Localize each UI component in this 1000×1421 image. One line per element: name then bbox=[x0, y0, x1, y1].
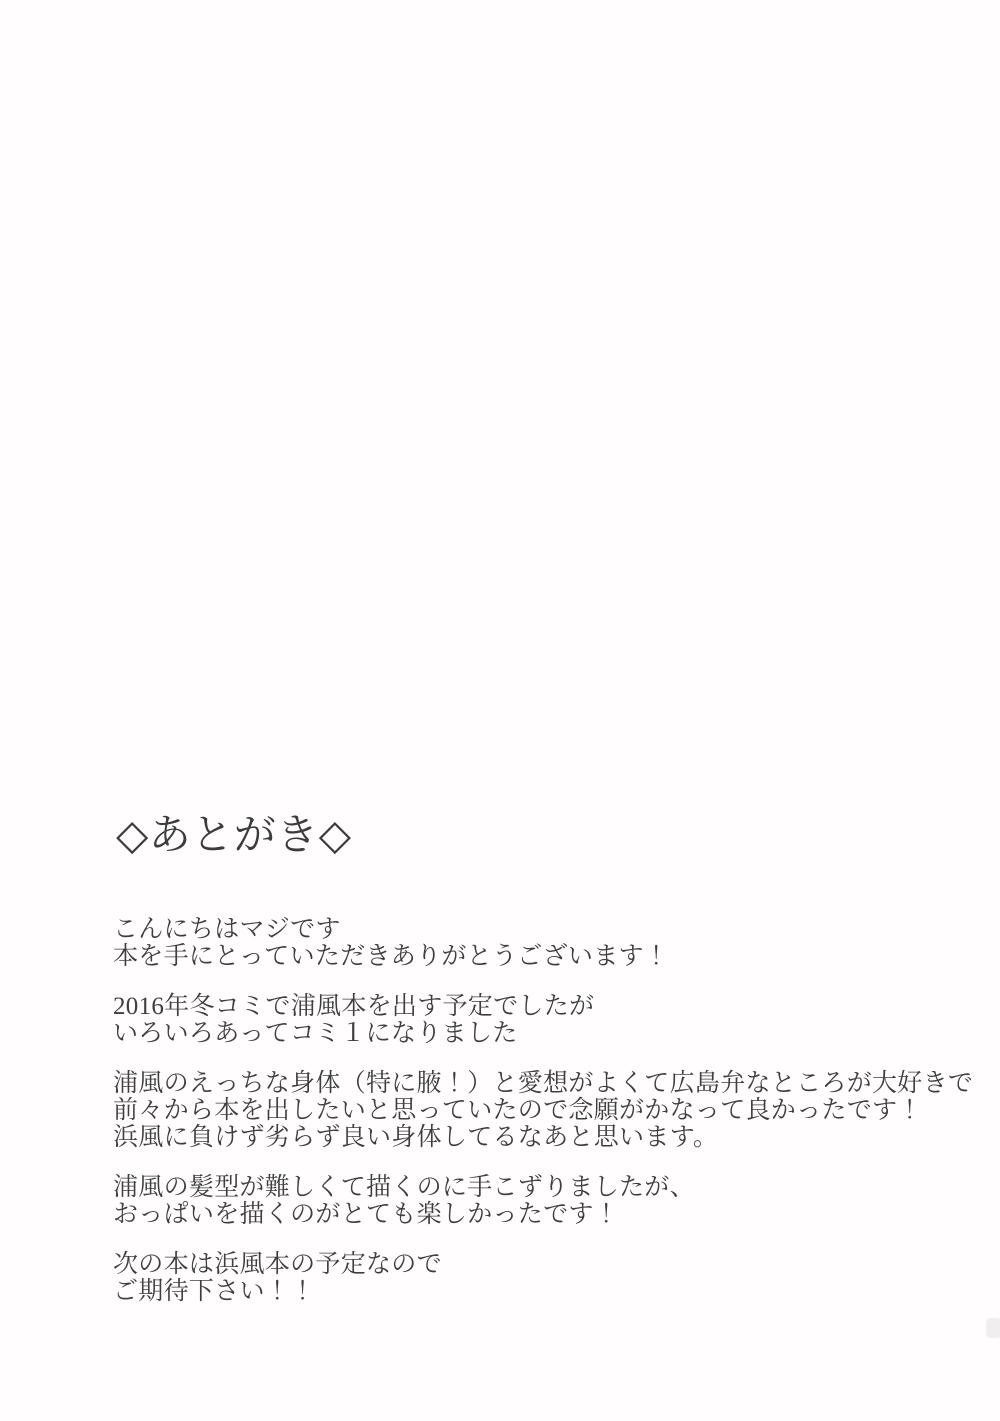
afterword-body bbox=[113, 916, 993, 1305]
paragraph-event-change bbox=[113, 993, 993, 1047]
paragraph-next-book bbox=[113, 1251, 993, 1305]
paragraph-drawing-notes bbox=[113, 1174, 993, 1228]
text-line: ご期待下さい！！ bbox=[113, 1278, 316, 1305]
text-line: いろいろあってコミ１になりました bbox=[113, 1020, 518, 1047]
text-line: 浦風のえっちな身体（特に腋！）と愛想がよくて広島弁なところが大好きで bbox=[113, 1070, 974, 1097]
text-line: おっぱいを描くのがとても楽しかったです！ bbox=[113, 1201, 620, 1228]
text-line: 2016年冬コミで浦風本を出す予定でしたが bbox=[113, 993, 595, 1020]
text-line: 本を手にとっていただきありがとうございます！ bbox=[113, 943, 670, 970]
text-line: 次の本は浜風本の予定なので bbox=[113, 1251, 442, 1278]
text-line: 浜風に負けず劣らず良い身体してるなあと思います。 bbox=[113, 1124, 719, 1151]
paragraph-character-love bbox=[113, 1070, 993, 1151]
afterword-title: ◇あとがき◇ bbox=[116, 813, 352, 859]
text-line: 前々から本を出したいと思っていたので念願がかなって良かったです！ bbox=[113, 1097, 923, 1124]
text-line: 浦風の髪型が難しくて描くのに手こずりましたが、 bbox=[113, 1174, 695, 1201]
scan-artifact bbox=[986, 1318, 1000, 1338]
text-line: こんにちはマジです bbox=[113, 916, 341, 943]
paragraph-greeting bbox=[113, 916, 993, 970]
